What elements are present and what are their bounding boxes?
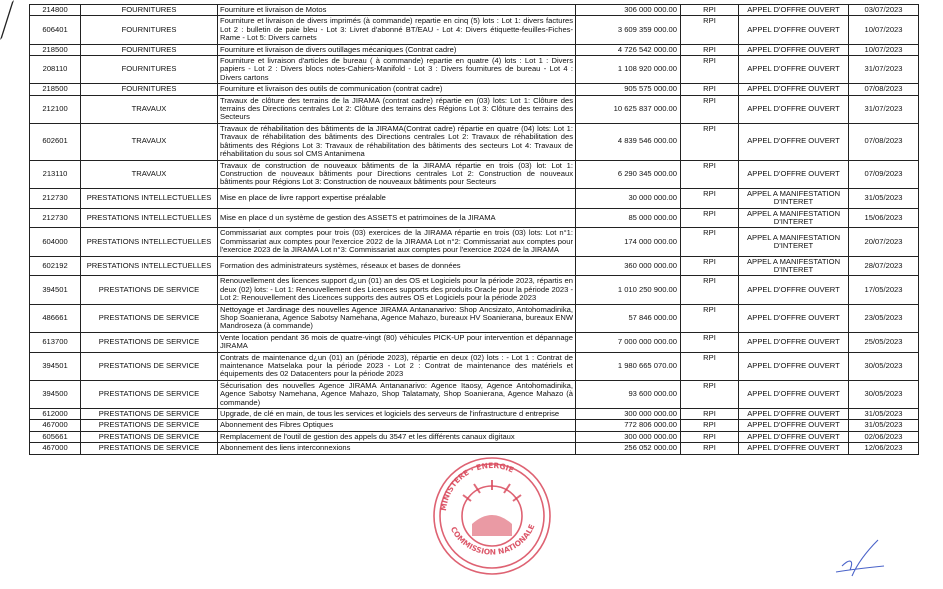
row-amount: 7 000 000 000.00 bbox=[576, 332, 681, 352]
table-row bbox=[30, 188, 919, 208]
row-procedure: APPEL D'OFFRE OUVERT bbox=[739, 16, 849, 44]
row-mode: RPI bbox=[681, 84, 739, 95]
row-mode: RPI bbox=[681, 123, 739, 160]
row-procedure: APPEL D'OFFRE OUVERT bbox=[739, 352, 849, 380]
row-date: 31/05/2023 bbox=[849, 409, 919, 420]
row-description: Sécurisation des nouvelles Agence JIRAMA Antananarivo: Agence Itaosy, Agence Antohomadinika, Agence Sabotsy Namehana, Agence Mahazo, Shop Talatamaty, Shop Soanierana, Agence Mahazo (à commande) bbox=[218, 380, 576, 408]
row-mode: RPI bbox=[681, 276, 739, 304]
row-mode: RPI bbox=[681, 352, 739, 380]
row-description: Formation des administrateurs systèmes, réseaux et bases de données bbox=[218, 256, 576, 276]
row-amount: 93 600 000.00 bbox=[576, 380, 681, 408]
row-date: 17/05/2023 bbox=[849, 276, 919, 304]
row-category: PRESTATIONS INTELLECTUELLES bbox=[81, 208, 218, 228]
table-row bbox=[30, 352, 919, 380]
row-procedure: APPEL A MANIFESTATION D'INTERET bbox=[739, 228, 849, 256]
row-category: FOURNITURES bbox=[81, 44, 218, 55]
row-procedure: APPEL D'OFFRE OUVERT bbox=[739, 420, 849, 431]
table-row bbox=[30, 123, 919, 160]
row-category: PRESTATIONS DE SERVICE bbox=[81, 431, 218, 442]
row-code: 605661 bbox=[30, 431, 81, 442]
row-category: TRAVAUX bbox=[81, 95, 218, 123]
row-mode: RPI bbox=[681, 5, 739, 16]
row-code: 218500 bbox=[30, 84, 81, 95]
row-amount: 300 000 000.00 bbox=[576, 431, 681, 442]
row-code: 612000 bbox=[30, 409, 81, 420]
table-row bbox=[30, 420, 919, 431]
row-amount: 360 000 000.00 bbox=[576, 256, 681, 276]
row-description: Contrats de maintenance d¿un (01) an (période 2023), répartie en deux (02) lots : - Lot 1 : Contrat de maintenance Matselaka pour la période 2023 - Lot 2 : Contrat de maintenance des matériels et équipements des 02 Datacenters pour la période 2023 bbox=[218, 352, 576, 380]
table-row bbox=[30, 56, 919, 84]
row-date: 20/07/2023 bbox=[849, 228, 919, 256]
svg-text:MINISTERE · ENERGIE: MINISTERE · ENERGIE bbox=[439, 460, 516, 512]
row-date: 28/07/2023 bbox=[849, 256, 919, 276]
table-row bbox=[30, 160, 919, 188]
row-amount: 6 290 345 000.00 bbox=[576, 160, 681, 188]
row-description: Nettoyage et Jardinage des nouvelles Agence JIRAMA Antananarivo: Shop Ancsizato, Antohomadinika, Shop Soanierana, Agence Sabotsy Namehana, Agence Mahazo, bureaux HV Soanierana, bureaux ENW Mandroseza (à commande) bbox=[218, 304, 576, 332]
table-row bbox=[30, 95, 919, 123]
row-category: PRESTATIONS DE SERVICE bbox=[81, 409, 218, 420]
row-amount: 30 000 000.00 bbox=[576, 188, 681, 208]
row-date: 10/07/2023 bbox=[849, 44, 919, 55]
row-date: 15/06/2023 bbox=[849, 208, 919, 228]
row-category: FOURNITURES bbox=[81, 56, 218, 84]
row-category: FOURNITURES bbox=[81, 84, 218, 95]
row-date: 03/07/2023 bbox=[849, 5, 919, 16]
row-procedure: APPEL D'OFFRE OUVERT bbox=[739, 276, 849, 304]
page-corner-mark bbox=[0, 0, 14, 40]
row-code: 604000 bbox=[30, 228, 81, 256]
row-description: Fourniture et livraison d'articles de bureau ( à commande) repartie en quatre (4) lots : Lot 1 : Divers papiers - Lot 2 : Divers blocs notes-Cahiers-Manifold - Lot 3 : Divers fournitures de bureau - Lot 4 : Divers cartons bbox=[218, 56, 576, 84]
row-date: 07/08/2023 bbox=[849, 84, 919, 95]
row-procedure: APPEL D'OFFRE OUVERT bbox=[739, 332, 849, 352]
row-category: PRESTATIONS INTELLECTUELLES bbox=[81, 256, 218, 276]
row-mode: RPI bbox=[681, 56, 739, 84]
row-description: Vente location pendant 36 mois de quatre-vingt (80) véhicules PICK-UP pour intervention et dépannage JIRAMA bbox=[218, 332, 576, 352]
row-amount: 300 000 000.00 bbox=[576, 409, 681, 420]
row-date: 12/06/2023 bbox=[849, 443, 919, 454]
row-code: 214800 bbox=[30, 5, 81, 16]
row-procedure: APPEL D'OFFRE OUVERT bbox=[739, 84, 849, 95]
row-code: 213110 bbox=[30, 160, 81, 188]
row-amount: 772 806 000.00 bbox=[576, 420, 681, 431]
signature bbox=[828, 536, 888, 584]
row-mode: RPI bbox=[681, 409, 739, 420]
table-row bbox=[30, 276, 919, 304]
row-date: 30/05/2023 bbox=[849, 352, 919, 380]
row-mode: RPI bbox=[681, 208, 739, 228]
row-date: 25/05/2023 bbox=[849, 332, 919, 352]
row-amount: 174 000 000.00 bbox=[576, 228, 681, 256]
row-code: 394501 bbox=[30, 276, 81, 304]
row-date: 07/08/2023 bbox=[849, 123, 919, 160]
row-amount: 256 052 000.00 bbox=[576, 443, 681, 454]
row-amount: 306 000 000.00 bbox=[576, 5, 681, 16]
row-date: 02/06/2023 bbox=[849, 431, 919, 442]
row-description: Fourniture et livraison des outils de communication (contrat cadre) bbox=[218, 84, 576, 95]
table-row bbox=[30, 44, 919, 55]
row-amount: 57 846 000.00 bbox=[576, 304, 681, 332]
row-description: Remplacement de l'outil de gestion des appels du 3547 et les différents canaux digitaux bbox=[218, 431, 576, 442]
official-stamp bbox=[428, 440, 556, 585]
table-row bbox=[30, 380, 919, 408]
row-amount: 905 575 000.00 bbox=[576, 84, 681, 95]
table-row bbox=[30, 208, 919, 228]
row-date: 31/05/2023 bbox=[849, 420, 919, 431]
row-procedure: APPEL A MANIFESTATION D'INTERET bbox=[739, 188, 849, 208]
procurement-table bbox=[29, 4, 919, 455]
row-procedure: APPEL A MANIFESTATION D'INTERET bbox=[739, 208, 849, 228]
row-code: 467000 bbox=[30, 420, 81, 431]
row-mode: RPI bbox=[681, 188, 739, 208]
row-date: 07/09/2023 bbox=[849, 160, 919, 188]
row-procedure: APPEL D'OFFRE OUVERT bbox=[739, 160, 849, 188]
row-code: 394500 bbox=[30, 380, 81, 408]
row-procedure: APPEL D'OFFRE OUVERT bbox=[739, 56, 849, 84]
row-description: Renouvellement des licences support d¿un (01) an des OS et Logiciels pour la période 2023, répartis en deux (02) lots: - Lot 1: Renouvellement des Licences supports des produits Oracle pour la période 2023 - Lot 2: Renouvellement des Licences supports des autres OS et Logiciels pour la période 2023 bbox=[218, 276, 576, 304]
row-category: FOURNITURES bbox=[81, 5, 218, 16]
row-code: 602192 bbox=[30, 256, 81, 276]
row-category: FOURNITURES bbox=[81, 16, 218, 44]
row-procedure: APPEL A MANIFESTATION D'INTERET bbox=[739, 256, 849, 276]
row-procedure: APPEL D'OFFRE OUVERT bbox=[739, 443, 849, 454]
row-procedure: APPEL D'OFFRE OUVERT bbox=[739, 304, 849, 332]
procurement-plan-sheet bbox=[29, 4, 918, 455]
row-code: 218500 bbox=[30, 44, 81, 55]
row-date: 31/07/2023 bbox=[849, 95, 919, 123]
row-mode: RPI bbox=[681, 44, 739, 55]
row-category: PRESTATIONS DE SERVICE bbox=[81, 420, 218, 431]
row-category: PRESTATIONS DE SERVICE bbox=[81, 352, 218, 380]
table-row bbox=[30, 332, 919, 352]
row-amount: 85 000 000.00 bbox=[576, 208, 681, 228]
row-mode: RPI bbox=[681, 160, 739, 188]
row-date: 31/07/2023 bbox=[849, 56, 919, 84]
row-mode: RPI bbox=[681, 332, 739, 352]
row-mode: RPI bbox=[681, 95, 739, 123]
row-description: Fourniture et livraison de divers outillages mécaniques (Contrat cadre) bbox=[218, 44, 576, 55]
row-description: Abonnement des liens interconnexions bbox=[218, 443, 576, 454]
row-description: Travaux de réhabilitation des bâtiments de la JIRAMA(Contrat cadre) répartie en quatre (04) lots: Lot 1: Travaux de réhabilitation des bâtiments des Directions centrales Lot 2: Travaux de réhabilitation des bâtiments des Régions Lot 3: Travaux de réhabilitation des bâtiments des secteurs Lot 4: Travaux de réhabilitation du sous sol CMS Antanimena bbox=[218, 123, 576, 160]
row-description: Fourniture et livraison de divers imprimés (à commande) repartie en cinq (5) lots : Lot 1: divers factures Lot 2 : bulletin de paie bleu - Lot 3: Livret d'abonné BT/EAU - Lot 4: Divers étiquette-feuilles-Fiches-Rame - Lot 5: Divers carnets bbox=[218, 16, 576, 44]
row-category: PRESTATIONS DE SERVICE bbox=[81, 332, 218, 352]
table-body bbox=[30, 5, 919, 455]
row-mode: RPI bbox=[681, 304, 739, 332]
row-date: 30/05/2023 bbox=[849, 380, 919, 408]
row-description: Abonnement des Fibres Optiques bbox=[218, 420, 576, 431]
row-mode: RPI bbox=[681, 420, 739, 431]
row-amount: 1 980 665 070.00 bbox=[576, 352, 681, 380]
row-procedure: APPEL D'OFFRE OUVERT bbox=[739, 95, 849, 123]
row-date: 10/07/2023 bbox=[849, 16, 919, 44]
row-code: 208110 bbox=[30, 56, 81, 84]
row-amount: 1 108 920 000.00 bbox=[576, 56, 681, 84]
table-row bbox=[30, 84, 919, 95]
row-code: 212730 bbox=[30, 188, 81, 208]
row-amount: 10 625 837 000.00 bbox=[576, 95, 681, 123]
row-mode: RPI bbox=[681, 228, 739, 256]
row-code: 486661 bbox=[30, 304, 81, 332]
row-category: PRESTATIONS INTELLECTUELLES bbox=[81, 188, 218, 208]
row-description: Mise en place de livre rapport expertise préalable bbox=[218, 188, 576, 208]
row-description: Travaux de construction de nouveaux bâtiments de la JIRAMA répartie en trois (03) lot: Lot 1: Construction de nouveaux bâtiments pour Directions centrales Lot 2: Construction de nouveaux bâtiments pour Régions Lot 3: Construction de nouveaux bâtiments pour Secteurs bbox=[218, 160, 576, 188]
row-procedure: APPEL D'OFFRE OUVERT bbox=[739, 123, 849, 160]
row-amount: 4 726 542 000.00 bbox=[576, 44, 681, 55]
row-amount: 4 839 546 000.00 bbox=[576, 123, 681, 160]
row-description: Travaux de clôture des terrains de la JIRAMA (contrat cadre) répartie en (03) lots: Lot 1: Clôture des terrains des Directions centrales Lot 2: Clôture des terrains des Régions Lot 3: Clôture des terrains des Secteurs bbox=[218, 95, 576, 123]
table-row bbox=[30, 16, 919, 44]
row-date: 31/05/2023 bbox=[849, 188, 919, 208]
row-code: 467000 bbox=[30, 443, 81, 454]
row-code: 613700 bbox=[30, 332, 81, 352]
row-category: PRESTATIONS DE SERVICE bbox=[81, 443, 218, 454]
row-procedure: APPEL D'OFFRE OUVERT bbox=[739, 431, 849, 442]
row-description: Mise en place d un système de gestion des ASSETS et patrimoines de la JIRAMA bbox=[218, 208, 576, 228]
row-category: PRESTATIONS INTELLECTUELLES bbox=[81, 228, 218, 256]
table-row bbox=[30, 5, 919, 16]
row-mode: RPI bbox=[681, 256, 739, 276]
row-description: Commissariat aux comptes pour trois (03) exercices de la JIRAMA répartie en trois (03) lots: Lot n°1: Commissariat aux comptes pour l'exercice 2022 de la JIRAMA Lot n°2: Commissariat aux comptes pour l'exercice 2023 de la JIRAMA Lot n°3: Commissariat aux comptes pour l'exercice 2024 de la JIRAMA bbox=[218, 228, 576, 256]
row-code: 212100 bbox=[30, 95, 81, 123]
row-category: PRESTATIONS DE SERVICE bbox=[81, 304, 218, 332]
row-mode: RPI bbox=[681, 16, 739, 44]
row-code: 212730 bbox=[30, 208, 81, 228]
row-code: 602601 bbox=[30, 123, 81, 160]
svg-text:COMMISSION NATIONALE: COMMISSION NATIONALE bbox=[448, 522, 537, 557]
row-procedure: APPEL D'OFFRE OUVERT bbox=[739, 44, 849, 55]
row-description: Upgrade, de clé en main, de tous les services et logiciels des serveurs de l'infrastructure d entreprise bbox=[218, 409, 576, 420]
row-description: Fourniture et livraison de Motos bbox=[218, 5, 576, 16]
row-procedure: APPEL D'OFFRE OUVERT bbox=[739, 380, 849, 408]
row-amount: 3 609 359 000.00 bbox=[576, 16, 681, 44]
table-row bbox=[30, 256, 919, 276]
row-procedure: APPEL D'OFFRE OUVERT bbox=[739, 409, 849, 420]
row-mode: RPI bbox=[681, 380, 739, 408]
row-amount: 1 010 250 900.00 bbox=[576, 276, 681, 304]
row-mode: RPI bbox=[681, 431, 739, 442]
row-date: 23/05/2023 bbox=[849, 304, 919, 332]
row-category: PRESTATIONS DE SERVICE bbox=[81, 276, 218, 304]
row-code: 394501 bbox=[30, 352, 81, 380]
row-procedure: APPEL D'OFFRE OUVERT bbox=[739, 5, 849, 16]
table-row bbox=[30, 304, 919, 332]
table-row bbox=[30, 409, 919, 420]
table-row bbox=[30, 228, 919, 256]
row-category: TRAVAUX bbox=[81, 123, 218, 160]
row-category: TRAVAUX bbox=[81, 160, 218, 188]
row-mode: RPI bbox=[681, 443, 739, 454]
row-category: PRESTATIONS DE SERVICE bbox=[81, 380, 218, 408]
row-code: 606401 bbox=[30, 16, 81, 44]
